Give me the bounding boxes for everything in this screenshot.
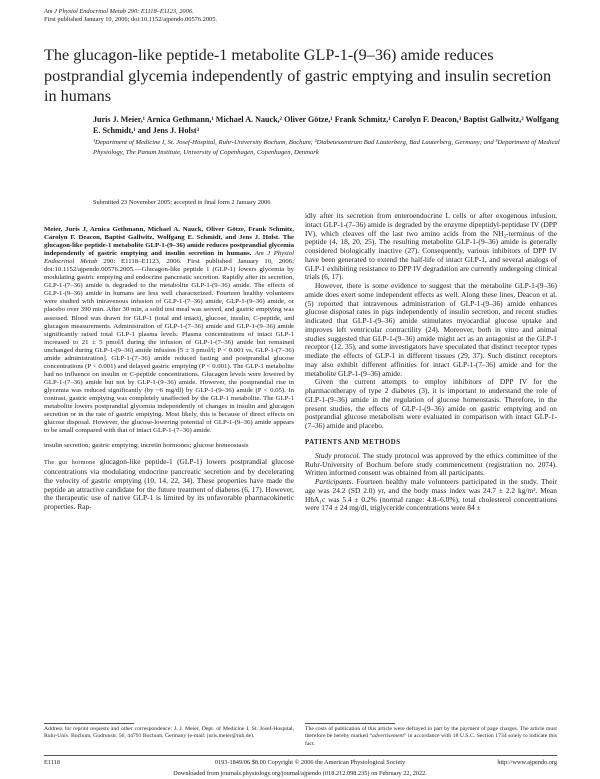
introduction-paragraph — [44, 458, 294, 512]
intro-paragraph-3: Given the current attempts to employ inhibitors of DPP IV for the pharmacotherapy of type 2 diabetes (3), it is important to understand the role of GLP-1-(9–36) amide in the regulation of glucose homeostasis. Therefore, in the present studies, the effects of GLP-1-(9–36) amide on gastric emptying and on postprandial glucose metabolism were evaluated in comparison with intact GLP-1-(7–36) amide and placebo. — [305, 377, 557, 430]
author-affiliations: ¹Department of Medicine I, St. Josef-Hospital, Ruhr-University Bochum, Bochum; ²Diabeteszentrum Bad Lauterberg, Bad Lauterberg, Germany; and ³Department of Medical Physiology, The Panum Institute, University of Copenhagen, Copenhagen, Denmark — [93, 139, 560, 156]
abstract-citation-ref: 290: E1118–E1123, 2006. First published January 10, 2006; doi:10.1152/ajpendo.00576.2005.— — [44, 258, 295, 274]
left-column — [44, 212, 294, 512]
participants-paragraph — [305, 478, 557, 513]
footnote-rule-left — [44, 723, 134, 724]
submission-dates: Submitted 23 November 2005; accepted in final form 2 January 2006 — [93, 199, 271, 206]
intro-lead-smallcaps: The gut hormone — [44, 460, 96, 467]
intro-text: glucagon-like peptide-1 (GLP-1) lowers postprandial glucose concentrations via modulating endocrine pancreatic secretion and by decelerating the velocity of gastric emptying (10, 14, 22, 34). These properties have made the peptide an attractive candidate for the future treatment of diabetes (6, 17). However, the therapeutic use of native GLP-1 is limited by its unfavorable pharmacokinetic properties. Rap- — [44, 457, 294, 512]
download-notice: Downloaded from journals.physiology.org/journal/ajpendo (018.212.098.235) on February 22, 2022. — [173, 770, 427, 777]
participants-text: Fourteen healthy male volunteers participated in the study. Their age was 24.2 (SD 2.0) yr, and the body mass index was 24.7 ± 2.2 kg/m². Mean HbA₁c was 5.4 ± 0.2% (normal range: 4.8–6.0%), total cholesterol concentrations were 174 ± 24 mg/dl, triglyceride concentrations were 84 ± — [305, 477, 557, 513]
footnote-rule-right — [305, 723, 395, 724]
participants-label: Participants. — [315, 477, 354, 487]
abstract-body: Glucagon-like peptide 1 (GLP-1) lowers glycemia by modulating gastric emptying and endocrine pancreatic secretion. Rapidly after its secretion, GLP-1-(7–36) amide is degraded to the metabolite GLP-1-(9–36) amide. The effects of GLP-1-(9–36) amide in humans are less well characterized. Fourteen healthy volunteers were studied with intravenous infusion of GLP-1-(7–36) amide, GLP-1-(9–36) amide, or placebo over 390 min. After 30 min, a solid test meal was served, and gastric emptying was assessed. Blood was drawn for GLP-1 (total and intact), glucose, insulin, C-peptide, and glucagon measurements. Administration of GLP-1-(7–36) amide and GLP-1-(9–36) amide significantly raised total GLP-1 plasma levels. Plasma concentrations of intact GLP-1 increased to 21 ± 5 pmol/l during the infusion of GLP-1-(7–36) amide but remained unchanged during GLP-1-(9–36) amide infusion [5 ± 3 pmol/l; P < 0.001 vs. GLP-1-(7–36) amide administration]. GLP-1-(7–36) amide reduced fasting and postprandial glucose concentrations (P < 0.001) and delayed gastric emptying (P < 0.001). The GLP-1 metabolite had no influence on insulin or C-peptide concentrations. Glucagon levels were lowered by GLP-1-(7–36) amide but not by GLP-1-(9–36) amide. However, the postprandial rise in glycemia was reduced significantly (by ~6 mg/dl) by GLP-1-(9–36) amide (P < 0.05). In contrast, gastric emptying was completely unaffected by the GLP-1 metabolite. The GLP-1 metabolite lowers postprandial glycemia independently of changes in insulin and glucagon secretion or in the rate of gastric emptying. Most likely, this is because of direct effects on glucose disposal. However, the glucose-lowering potential of GLP-1-(9–36) amide appears to be small compared with that of intact GLP-1-(7–36) amide. — [44, 266, 294, 435]
section-heading-methods: PATIENTS AND METHODS — [305, 438, 401, 446]
article-title: The glucagon-like peptide-1 metabolite GLP-1-(9–36) amide reduces postprandial glycemia independently of gastric emptying and insulin secretion in humans — [44, 46, 552, 105]
page-charges-footnote — [305, 726, 557, 748]
study-protocol-label: Study protocol. — [315, 450, 361, 460]
page-charges-text-b: ” in accordance with 18 U.S.C. Section 1734 solely to indicate this fact. — [305, 733, 557, 747]
keywords: insulin secretion; gastric emptying; incretin hormones; glucose homeostasis — [44, 442, 249, 450]
doi-line: First published January 10, 2006; doi:10.1152/ajpendo.00576.2005. — [44, 16, 218, 24]
copyright-line: 0193-1849/06 $8.00 Copyright © 2006 the American Physiological Society — [214, 759, 406, 766]
intro-paragraph-2: However, there is some evidence to suggest that the metabolite GLP-1-(9–36) amide does exert some independent effects as well. Along these lines, Deacon et al. (5) reported that intravenous administration of GLP-1-(9–36) amide enhances glucose disposal rates in pigs independently of insulin secretion, and recent studies indicated that GLP-1-(9–36) amide stimulates myocardial glucose uptake and improves left ventricular contractility (24). Moreover, both in vitro and animal studies suggested that GLP-1-(9–36) amide might act as an antagonist at the GLP-1 receptor (12, 35), and some investigators have speculated that distinct receptor types mediate the effects of GLP-1 in different tissues (29, 37). Such distinct receptors may also exhibit different affinities for intact GLP-1-(7–36) amide and for the metabolite GLP-1-(9–36) amide. — [305, 281, 557, 378]
journal-header — [44, 8, 564, 25]
right-column — [305, 212, 557, 513]
study-protocol-paragraph — [305, 452, 557, 478]
abstract-citation-title: The glucagon-like peptide-1 metabolite GLP-1-(9–36) amide reduces postprandial glycemia independently of gastric emptying and insulin secretion in humans. — [44, 234, 294, 258]
footer-rule — [44, 755, 557, 756]
study-protocol-text: The study protocol was approved by the ethics committee of the Ruhr-University of Bochum before study commencement (registration no. 2074). Written informed consent was obtained from all participants. — [305, 450, 558, 478]
journal-citation-line: Am J Physiol Endocrinol Metab 290: E1118–E1123, 2006. — [44, 8, 194, 15]
correspondence-footnote: Address for reprint requests and other correspondence: J. J. Meier, Dept. of Medicine I, St. Josef-Hospital, Ruhr-Univ. Bochum, Gudrunstr. 56, 44791 Bochum, Germany (e-mail: juris.meier@rub.de). — [44, 726, 294, 740]
page-charges-italic: advertisement — [372, 733, 404, 740]
abstract-citation-journal: Am J Physiol Endocrinol Metab — [44, 250, 295, 266]
page-charges-text-a: The costs of publication of this article were defrayed in part by the payment of page charges. The article must therefore be hereby marked “ — [305, 726, 557, 740]
journal-url[interactable]: http://www.ajpendo.org — [497, 759, 557, 766]
intro-continuation: idly after its secretion from enteroendocrine L cells or after exogenous infusion, intact GLP-1-(7–36) amide is degraded by the enzyme dipeptidyl-peptidase IV (DPP IV), which cleaves off the last two amino acids from the NH₂-terminus of the peptide (4, 18, 20, 25). The resulting metabolite GLP-1-(9–36) amide is generally considered biologically inactive (27). Consequently, various inhibitors of DPP IV have been generated to extend the half-life of intact GLP-1, and several analogs of GLP-1 exhibiting resistance to DPP IV degradation are currently undergoing clinical trials (6, 17). — [305, 211, 557, 282]
abstract-citation-authors: Meier, Juris J, Arnica Gethmann, Michael A. Nauck, Oliver Götze, Frank Schmitz, Carolyn F. Deacon, Baptist Gallwitz, Wolfgang E. Schmidt, and Jens J. Holst. — [44, 226, 294, 242]
abstract — [44, 226, 294, 435]
page-number: E1118 — [44, 759, 60, 766]
author-list: Juris J. Meier,¹ Arnica Gethmann,¹ Michael A. Nauck,² Oliver Götze,¹ Frank Schmitz,¹ Carolyn F. Deacon,³ Baptist Gallwitz,² Wolfgang E. Schmidt,¹ and Jens J. Holst³ — [93, 115, 559, 135]
